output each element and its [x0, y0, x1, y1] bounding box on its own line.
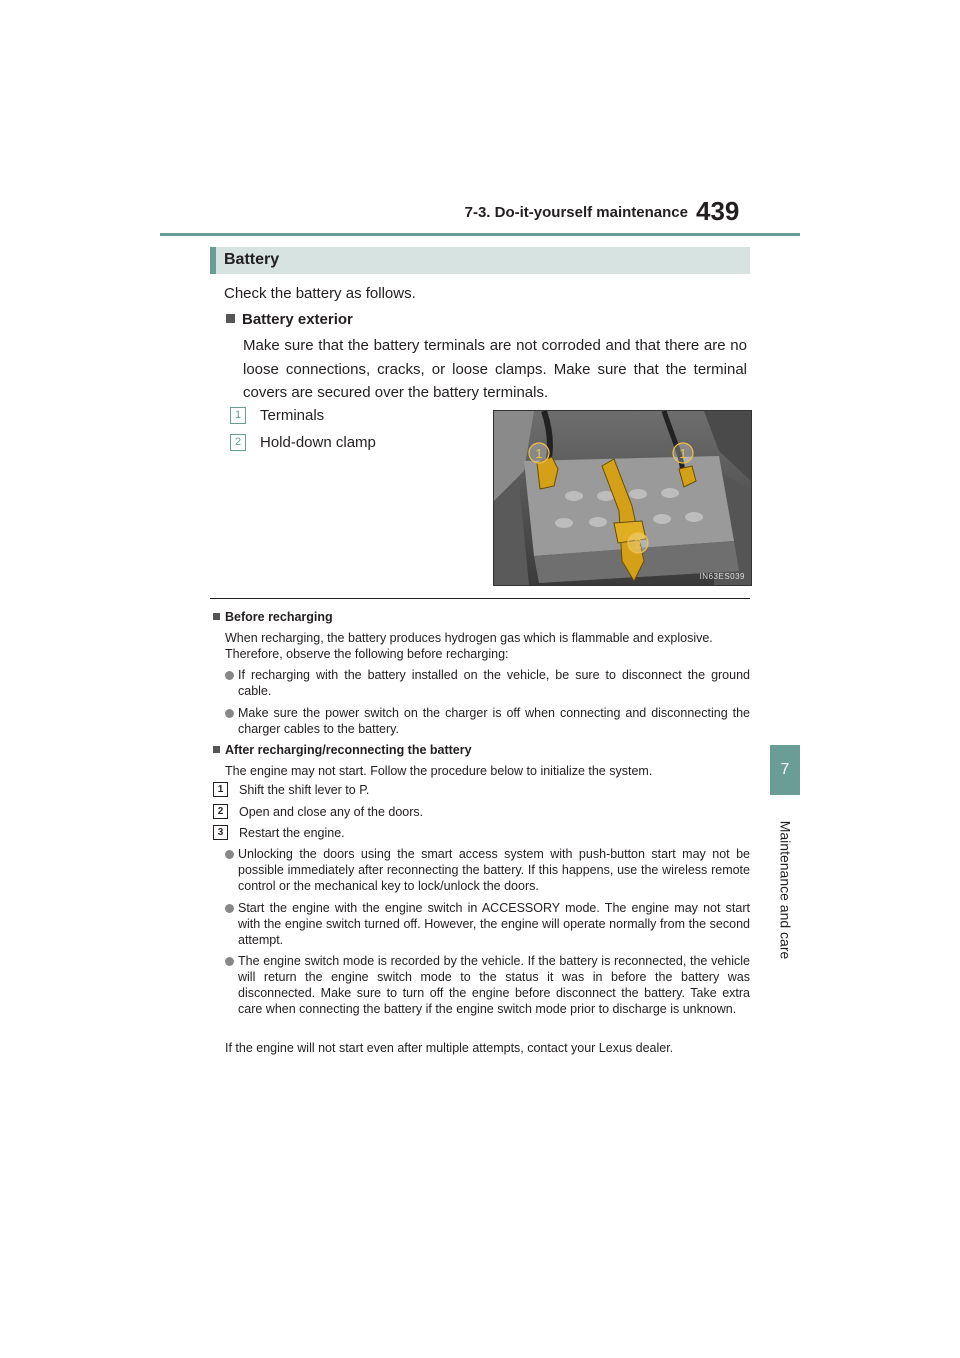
note-heading-text: After recharging/reconnecting the battery — [225, 743, 472, 757]
step-number: 3 — [213, 825, 228, 840]
step-text: Open and close any of the doors. — [239, 804, 424, 819]
bullet-dot-icon — [225, 709, 234, 718]
note-heading-before — [213, 609, 333, 625]
bullet-before-1 — [225, 667, 750, 699]
note-heading-text: Before recharging — [225, 610, 333, 624]
battery-exterior-paragraph: Make sure that the battery terminals are not corroded and that there are no loose connections, cracks, or loose clamps. Make sure that the terminal covers are secured over the battery terminals. — [243, 337, 747, 401]
legend-label: Hold-down clamp — [260, 434, 376, 451]
square-bullet-icon — [213, 746, 220, 753]
bullet-text: Start the engine with the engine switch in ACCESSORY mode. The engine may not start with the engine switch turned off. However, the engine will operate normally from the second attempt. — [238, 901, 750, 947]
step-2 — [213, 804, 423, 819]
step-1 — [213, 782, 369, 797]
battery-illustration — [494, 411, 751, 585]
callout-label: 1 — [535, 446, 543, 461]
section-title-bar — [210, 247, 750, 274]
step-number: 1 — [213, 782, 228, 797]
chapter-number: 7 — [780, 761, 790, 778]
intro-text: Check the battery as follows. — [224, 285, 416, 302]
bullet-after-1 — [225, 846, 750, 894]
bullet-text: Unlocking the doors using the smart access system with push-button start may not be possible immediately after reconnecting the battery. If this happens, use the wireless remote control or the mechanical key to lock/unlock the doors. — [238, 847, 750, 893]
bullet-text: The engine switch mode is recorded by the vehicle. If the battery is reconnected, the vehicle will return the engine switch mode to the status it was in before the battery was disconnected. Make sure to turn off the engine before disconnect the battery. Take extra care when connecting the battery if the engine switch mode prior to discharge is unknown. — [238, 954, 750, 1016]
bullet-text: If recharging with the battery installed on the vehicle, be sure to disconnect the ground cable. — [238, 668, 750, 698]
chapter-title: Maintenance and care — [777, 820, 794, 960]
legend-item-terminals — [230, 407, 324, 424]
section-title: Battery — [224, 251, 280, 268]
header-rule — [160, 233, 800, 236]
note-before-text: When recharging, the battery produces hydrogen gas which is flammable and explosive. Therefore, observe the following before recharging: — [225, 631, 713, 661]
step-text: Restart the engine. — [239, 825, 345, 840]
step-number: 2 — [213, 804, 228, 819]
bullet-dot-icon — [225, 904, 234, 913]
callout-clamp — [628, 533, 648, 553]
callout-terminal-2 — [673, 443, 693, 463]
bullet-before-2 — [225, 705, 750, 737]
section-accent — [210, 247, 216, 274]
subheading-text: Battery exterior — [242, 311, 353, 328]
bullet-text: Make sure the power switch on the charger is off when connecting and disconnecting the charger cables to the battery. — [238, 706, 750, 736]
figure-code: IN63ES039 — [699, 572, 745, 581]
legend-label: Terminals — [260, 407, 325, 424]
bullet-dot-icon — [225, 957, 234, 966]
note-heading-after — [213, 742, 472, 758]
chapter-side-title — [758, 800, 813, 980]
bullet-after-2 — [225, 900, 750, 948]
subheading — [226, 308, 353, 331]
note-after-text: The engine may not start. Follow the procedure below to initialize the system. — [225, 764, 653, 778]
chapter-tab — [770, 745, 800, 795]
square-bullet-icon — [226, 314, 235, 323]
callout-terminal-1 — [529, 443, 549, 463]
legend-number: 1 — [230, 407, 246, 424]
square-bullet-icon — [213, 613, 220, 620]
bullet-dot-icon — [225, 850, 234, 859]
callout-label: 2 — [634, 536, 642, 551]
section-path: 7-3. Do-it-yourself maintenance — [464, 204, 688, 221]
closing-note: If the engine will not start even after multiple attempts, contact your Lexus dealer. — [225, 1041, 674, 1055]
step-3 — [213, 825, 345, 840]
page-number: 439 — [696, 196, 740, 226]
bullet-after-3 — [225, 953, 750, 1017]
legend-item-clamp — [230, 434, 376, 451]
section-divider — [210, 598, 750, 599]
callout-label: 1 — [679, 446, 687, 461]
step-text: Shift the shift lever to P. — [239, 782, 370, 797]
bullet-dot-icon — [225, 671, 234, 680]
legend-number: 2 — [230, 434, 246, 451]
battery-photo — [493, 410, 752, 586]
